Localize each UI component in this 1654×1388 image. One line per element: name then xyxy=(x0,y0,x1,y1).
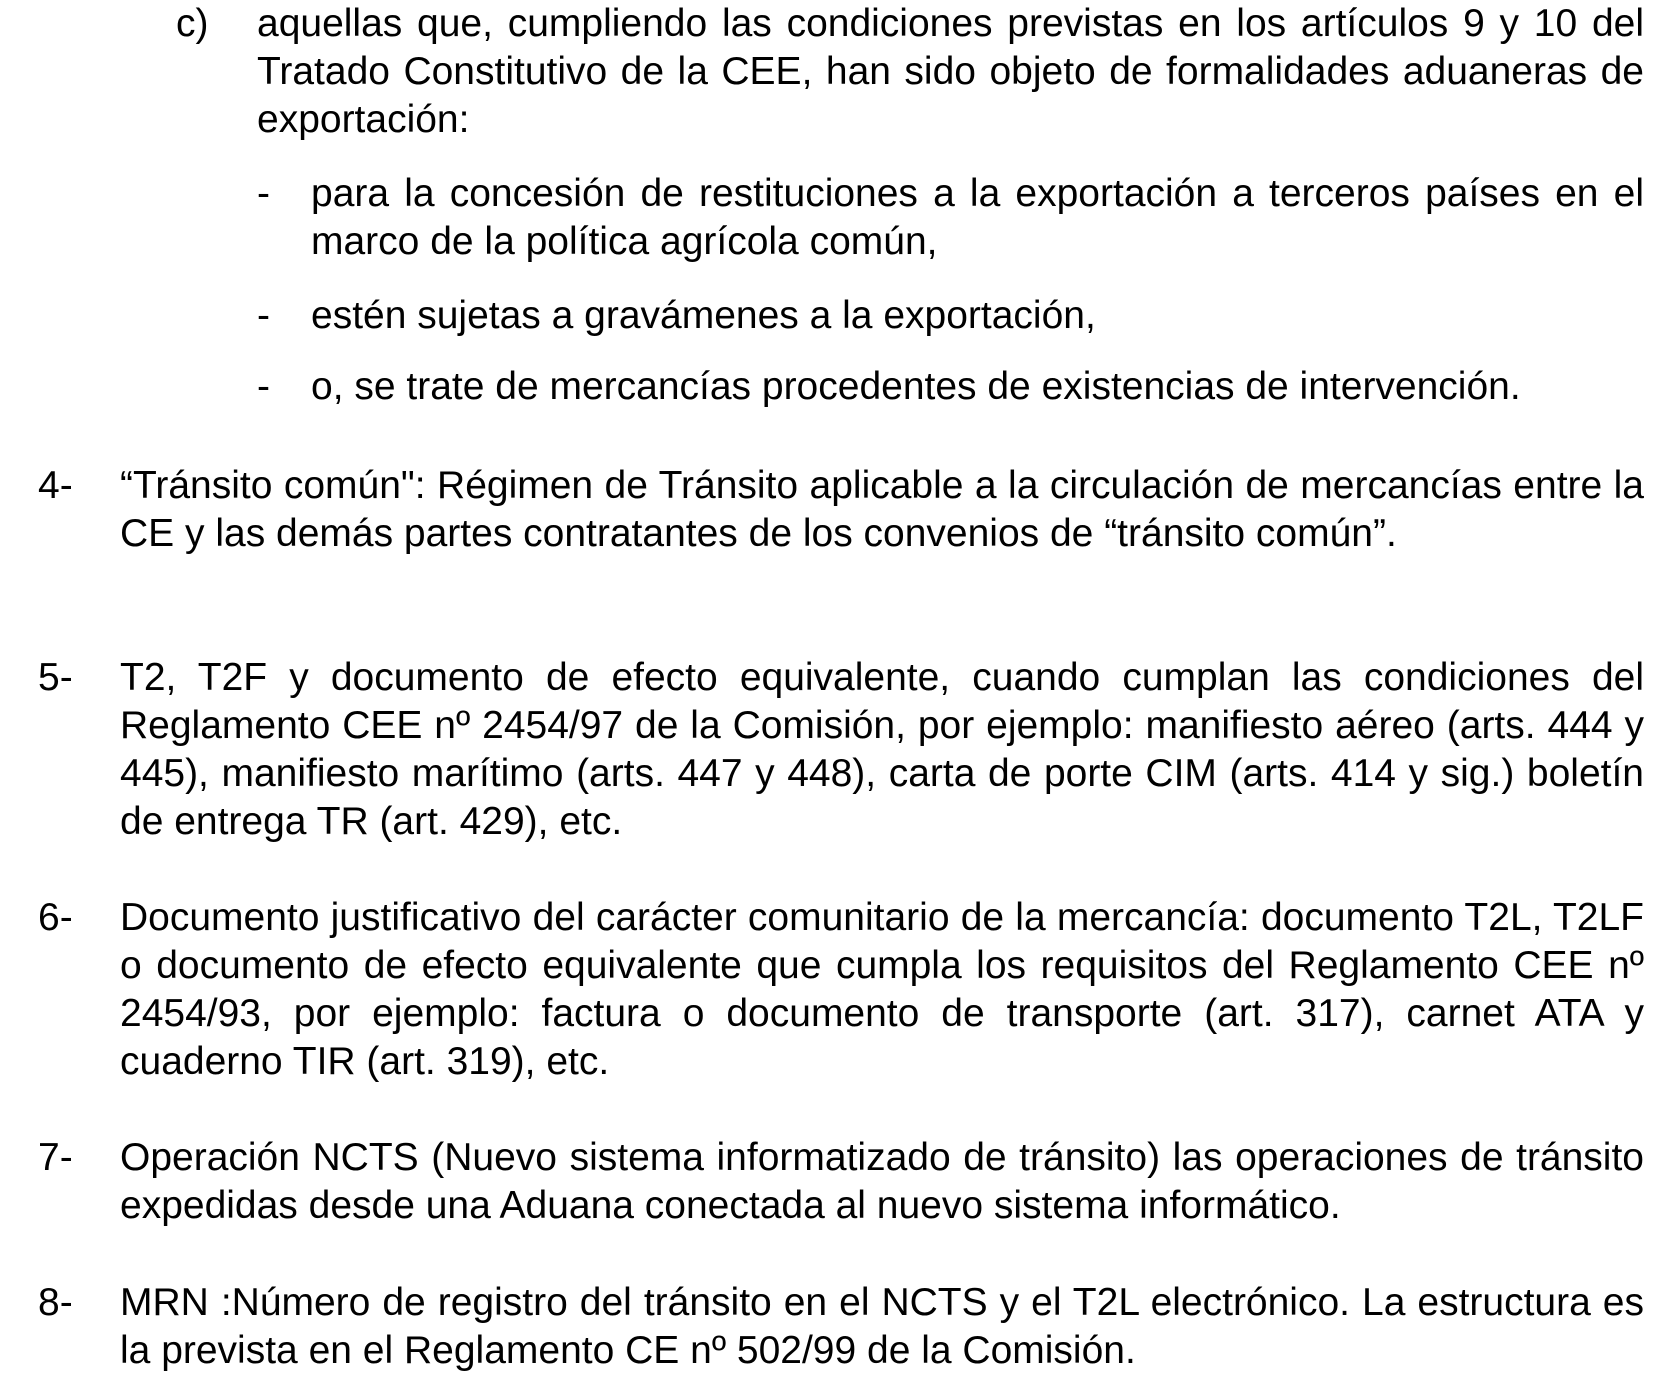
bullet-text: para la concesión de restituciones a la exportación a terceros países en el marco de la política agrícola común, xyxy=(311,172,1644,263)
item-text: T2, T2F y documento de efecto equivalente, cuando cumplan las condiciones del Reglamento CEE nº 2454/97 de la Comisión, por ejemplo: manifiesto aéreo (arts. 444 y 445), manifiesto marítimo (arts. 447 y 448), carta de porte CIM (arts. 414 y sig.) boletín de entrega TR (art. 429), etc. xyxy=(120,656,1644,843)
item-number: 8- xyxy=(38,1281,73,1324)
bullet-marker: - xyxy=(257,365,270,408)
item-text: Operación NCTS (Nuevo sistema informatizado de tránsito) las operaciones de tránsito expedidas desde una Aduana conectada al nuevo sistema informático. xyxy=(120,1136,1644,1227)
item-number: 7- xyxy=(38,1136,73,1179)
item-number: 4- xyxy=(38,464,73,507)
item-number: 5- xyxy=(38,656,73,699)
item-text: “Tránsito común": Régimen de Tránsito aplicable a la circulación de mercancías entre la CE y las demás partes contratantes de los convenios de “tránsito común”. xyxy=(120,464,1644,555)
bullet-text: estén sujetas a gravámenes a la exportación, xyxy=(311,294,1096,337)
item-text: MRN :Número de registro del tránsito en el NCTS y el T2L electrónico. La estructura es la prevista en el Reglamento CE nº 502/99 de la Comisión. xyxy=(120,1281,1644,1372)
item-number: 6- xyxy=(38,896,73,939)
bullet-marker: - xyxy=(257,172,270,215)
item-text: Documento justificativo del carácter comunitario de la mercancía: documento T2L, T2LF o documento de efecto equivalente que cumpla los requisitos del Reglamento CEE nº 2454/93, por ejemplo: factura o documento de transporte (art. 317), carnet ATA y cuaderno TIR (art. 319), etc. xyxy=(120,896,1644,1083)
sub-item-c-text: aquellas que, cumpliendo las condiciones previstas en los artículos 9 y 10 del Tratado Constitutivo de la CEE, han sido objeto de formalidades aduaneras de exportación: xyxy=(257,2,1644,141)
bullet-marker: - xyxy=(257,294,270,337)
bullet-text: o, se trate de mercancías procedentes de existencias de intervención. xyxy=(311,365,1521,408)
sub-item-c-label: c) xyxy=(176,2,209,45)
